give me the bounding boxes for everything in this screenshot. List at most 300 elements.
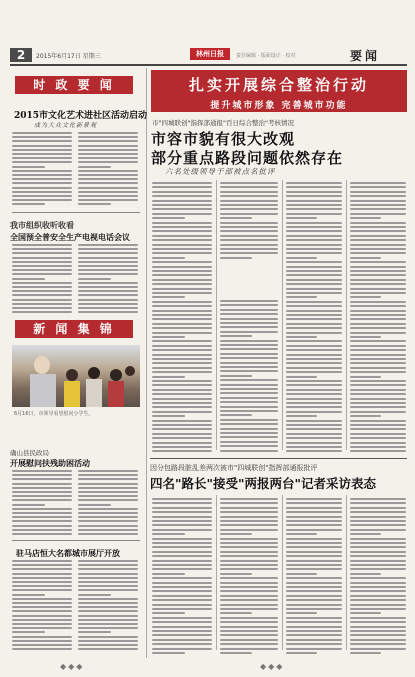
text-line (12, 615, 72, 617)
text-line (350, 279, 406, 281)
text-line (220, 516, 278, 518)
text-line (12, 504, 45, 506)
text-line (286, 226, 342, 228)
text-line (78, 161, 138, 163)
text-line (152, 257, 185, 259)
text-line (286, 384, 342, 386)
text-line (220, 507, 278, 509)
text-line (350, 502, 406, 504)
header-small-text: 责任编辑 · 版面设计 · 校对 (236, 53, 296, 59)
text-line (78, 568, 138, 570)
text-line (286, 428, 342, 430)
banner-line2: 提升城市形象 完善城市功能 (210, 101, 348, 111)
text-line (78, 132, 138, 134)
text-line (152, 652, 185, 654)
text-line (152, 573, 185, 575)
text-line (152, 235, 212, 237)
text-line (78, 560, 138, 562)
text-line (350, 310, 406, 312)
text-line (78, 585, 138, 587)
text-line (286, 415, 317, 417)
story-divider (12, 212, 140, 213)
text-line (12, 136, 72, 138)
text-line (78, 606, 138, 608)
text-line (152, 411, 212, 413)
text-line (12, 174, 72, 176)
text-line (152, 314, 212, 316)
text-line (286, 257, 317, 259)
text-line (350, 524, 406, 526)
text-line (152, 582, 212, 584)
text-line (220, 331, 278, 333)
text-line (350, 582, 406, 584)
text-line (12, 286, 72, 288)
text-line (152, 437, 212, 439)
text-line (286, 362, 342, 364)
text-line (12, 273, 72, 275)
text-line (350, 573, 381, 575)
text-line (286, 446, 342, 448)
text-line (286, 442, 342, 444)
text-line (286, 604, 342, 606)
lower-story-rule (150, 458, 407, 459)
text-line (78, 136, 138, 138)
text-line (152, 555, 212, 557)
text-line (12, 568, 72, 570)
text-line (78, 282, 138, 284)
text-line (350, 292, 406, 294)
text-line (220, 204, 278, 206)
text-line (286, 516, 342, 518)
text-line (152, 634, 212, 636)
text-line (12, 627, 72, 629)
text-line (12, 294, 72, 296)
text-line (12, 581, 72, 583)
text-line (152, 393, 212, 395)
text-line (12, 520, 72, 522)
text-line (152, 292, 212, 294)
text-line (220, 235, 278, 237)
text-line (286, 621, 342, 623)
text-line (286, 336, 317, 338)
text-line (286, 564, 342, 566)
text-line (78, 495, 138, 497)
text-line (350, 551, 406, 553)
text-line (286, 402, 342, 404)
text-line (350, 314, 406, 316)
text-line (12, 149, 72, 151)
page-number: 2 (10, 48, 32, 62)
text-line (286, 252, 342, 254)
text-line (286, 560, 342, 562)
text-line (78, 636, 138, 638)
text-line (220, 577, 278, 579)
text-line (152, 318, 212, 320)
text-line (12, 487, 72, 489)
text-line (12, 257, 72, 259)
text-line (12, 508, 72, 510)
text-line (286, 643, 342, 645)
text-line (12, 598, 72, 600)
text-line (286, 301, 342, 303)
main-banner (151, 70, 407, 112)
text-line (152, 551, 212, 553)
text-line (350, 608, 406, 610)
text-line (78, 631, 111, 633)
text-line (350, 244, 406, 246)
text-line (220, 366, 278, 368)
text-line (12, 203, 45, 205)
text-line (220, 222, 278, 224)
text-line (220, 432, 278, 434)
text-line (152, 217, 185, 219)
text-line (152, 310, 212, 312)
text-line (152, 577, 212, 579)
text-line (286, 376, 317, 378)
text-line (286, 420, 342, 422)
text-line (350, 446, 406, 448)
story1-subtitle: 成为大众文化新景观 (34, 122, 98, 129)
text-line (78, 573, 138, 575)
text-line (350, 577, 406, 579)
text-line (350, 336, 381, 338)
text-line (78, 278, 111, 280)
text-line (350, 507, 406, 509)
text-line (350, 195, 406, 197)
text-line (350, 266, 406, 268)
story3-kicker: 确山县民政局 (10, 449, 49, 457)
text-line (286, 274, 342, 276)
text-line (152, 630, 212, 632)
text-line (78, 273, 138, 275)
text-line (152, 283, 212, 285)
text-line (286, 248, 342, 250)
text-line (152, 182, 212, 184)
text-line (152, 446, 212, 448)
text-line (350, 235, 406, 237)
text-line (152, 270, 212, 272)
text-line (12, 533, 72, 535)
text-line (78, 244, 138, 246)
text-line (152, 380, 212, 382)
text-line (286, 283, 342, 285)
story3-title: 开展慰问扶残助困活动 (10, 458, 90, 468)
text-line (286, 524, 342, 526)
text-line (78, 170, 138, 172)
text-line (286, 648, 342, 650)
column-divider (146, 68, 147, 658)
text-line (12, 512, 72, 514)
text-line (350, 345, 406, 347)
text-line (12, 585, 72, 587)
lower-column-divider (346, 495, 347, 650)
text-line (12, 145, 72, 147)
text-line (350, 389, 406, 391)
lower-kicker: 因分包路段脏乱差两次被市"四城联创"指挥部通报批评 (150, 464, 318, 472)
text-line (350, 332, 406, 334)
text-line (286, 380, 342, 382)
text-line (350, 358, 406, 360)
text-line (350, 546, 406, 548)
text-line (152, 595, 212, 597)
footer-ornament-left: ◆◆◆ (60, 662, 85, 671)
text-line (350, 406, 406, 408)
text-line (152, 186, 212, 188)
text-line (350, 555, 406, 557)
text-line (152, 648, 212, 650)
text-line (78, 187, 138, 189)
story2-title: 全国预全普安全生产电视电话会议 (10, 232, 130, 242)
text-line (220, 538, 278, 540)
text-line (286, 327, 342, 329)
text-line (152, 529, 212, 531)
text-line (350, 274, 406, 276)
text-line (220, 436, 278, 438)
text-line (78, 269, 138, 271)
text-line (286, 389, 342, 391)
text-line (350, 283, 406, 285)
text-line (12, 602, 72, 604)
text-line (12, 278, 45, 280)
text-line (350, 296, 381, 298)
text-line (220, 586, 278, 588)
text-line (350, 450, 406, 452)
text-line (350, 222, 406, 224)
text-line (220, 357, 278, 359)
text-line (286, 270, 342, 272)
text-line (12, 577, 72, 579)
text-line (220, 648, 278, 650)
text-line (220, 542, 278, 544)
text-line (350, 217, 381, 219)
date-line: 2015年6月17日 星期三 (36, 53, 101, 60)
text-line (78, 577, 138, 579)
text-line (350, 529, 406, 531)
text-line (350, 301, 406, 303)
text-line (78, 627, 138, 629)
text-line (350, 288, 406, 290)
text-line (350, 420, 406, 422)
text-line (350, 498, 406, 500)
text-line (286, 533, 317, 535)
text-line (152, 617, 212, 619)
text-line (12, 640, 72, 642)
main-subhead: 六名处级领导干部被点名批评 (165, 167, 276, 176)
text-line (350, 349, 406, 351)
text-line (220, 551, 278, 553)
text-line (220, 300, 278, 302)
text-line (220, 560, 278, 562)
text-line (12, 478, 72, 480)
text-line (286, 239, 342, 241)
text-line (220, 419, 278, 421)
text-line (350, 564, 406, 566)
text-line (78, 594, 111, 596)
text-line (350, 226, 406, 228)
text-line (220, 362, 278, 364)
text-line (12, 499, 72, 501)
text-line (220, 582, 278, 584)
text-line (78, 140, 138, 142)
text-line (220, 392, 278, 394)
text-line (152, 511, 212, 513)
text-line (78, 478, 138, 480)
text-line (350, 437, 406, 439)
text-line (286, 599, 342, 601)
text-line (78, 157, 138, 159)
text-line (220, 630, 278, 632)
text-line (78, 598, 138, 600)
text-line (286, 582, 342, 584)
text-line (152, 626, 212, 628)
section-label-news: 新 闻 集 锦 (15, 320, 133, 338)
text-line (78, 516, 138, 518)
text-line (350, 318, 406, 320)
text-line (350, 599, 406, 601)
text-line (152, 568, 212, 570)
text-line (12, 311, 72, 313)
text-line (12, 299, 72, 301)
text-line (286, 208, 342, 210)
text-line (220, 428, 278, 430)
text-line (220, 564, 278, 566)
text-line (286, 230, 342, 232)
text-line (286, 626, 342, 628)
text-line (152, 406, 212, 408)
text-line (286, 411, 342, 413)
text-line (12, 644, 72, 646)
text-line (350, 380, 406, 382)
text-line (78, 149, 138, 151)
text-line (12, 564, 72, 566)
text-line (220, 195, 278, 197)
text-line (220, 498, 278, 500)
text-line (152, 345, 212, 347)
text-line (220, 410, 278, 412)
text-line (78, 182, 138, 184)
text-line (152, 420, 212, 422)
text-line (286, 191, 342, 193)
text-line (12, 261, 72, 263)
text-line (12, 307, 72, 309)
text-line (286, 310, 342, 312)
text-line (78, 311, 138, 313)
text-line (220, 230, 278, 232)
text-line (350, 604, 406, 606)
text-line (220, 533, 252, 535)
text-line (12, 610, 72, 612)
text-line (78, 303, 138, 305)
main-column-divider (282, 180, 283, 450)
text-line (220, 511, 278, 513)
text-line (220, 406, 278, 408)
text-line (220, 604, 278, 606)
text-line (152, 398, 212, 400)
text-line (286, 186, 342, 188)
text-line (350, 586, 406, 588)
text-line (12, 265, 72, 267)
text-line (12, 191, 72, 193)
text-line (152, 520, 212, 522)
text-line (286, 296, 317, 298)
text-line (12, 195, 72, 197)
text-line (350, 213, 406, 215)
text-line (286, 318, 342, 320)
text-line (78, 199, 138, 201)
text-line (152, 384, 212, 386)
text-line (220, 186, 278, 188)
text-line (220, 309, 278, 311)
text-line (12, 648, 72, 650)
text-line (350, 376, 381, 378)
text-line (12, 594, 45, 596)
text-line (152, 542, 212, 544)
text-line (78, 261, 138, 263)
text-line (286, 573, 317, 575)
text-line (220, 445, 278, 447)
text-line (286, 586, 342, 588)
text-line (152, 230, 212, 232)
text-line (152, 433, 212, 435)
text-line (350, 511, 406, 513)
text-line (152, 599, 212, 601)
text-line (12, 589, 72, 591)
text-line (286, 393, 342, 395)
main-column-divider (346, 180, 347, 450)
text-line (286, 507, 342, 509)
text-line (286, 498, 342, 500)
text-line (286, 358, 342, 360)
text-line (152, 524, 212, 526)
text-line (152, 643, 212, 645)
text-line (286, 542, 342, 544)
text-line (78, 619, 138, 621)
text-line (78, 483, 138, 485)
text-line (286, 652, 317, 654)
text-line (286, 235, 342, 237)
text-line (78, 589, 138, 591)
text-line (220, 529, 278, 531)
text-line (286, 244, 342, 246)
text-line (152, 586, 212, 588)
text-line (152, 239, 212, 241)
text-line (78, 248, 138, 250)
text-line (220, 182, 278, 184)
text-line (152, 354, 212, 356)
text-line (152, 442, 212, 444)
text-line (12, 140, 72, 142)
text-line (78, 294, 138, 296)
text-line (12, 529, 72, 531)
text-line (220, 304, 278, 306)
text-line (12, 470, 72, 472)
text-line (350, 568, 406, 570)
text-line (220, 617, 278, 619)
text-line (78, 499, 138, 501)
text-line (350, 538, 406, 540)
text-line (152, 200, 212, 202)
main-kicker: 市"四城联创"指挥部通报"百日综合整治"考核情况 (152, 119, 294, 127)
masthead-rule (10, 64, 407, 66)
text-line (152, 516, 212, 518)
text-line (220, 244, 278, 246)
text-line (220, 643, 278, 645)
text-line (152, 327, 212, 329)
text-line (12, 573, 72, 575)
text-line (152, 274, 212, 276)
text-line (220, 401, 278, 403)
text-line (350, 516, 406, 518)
